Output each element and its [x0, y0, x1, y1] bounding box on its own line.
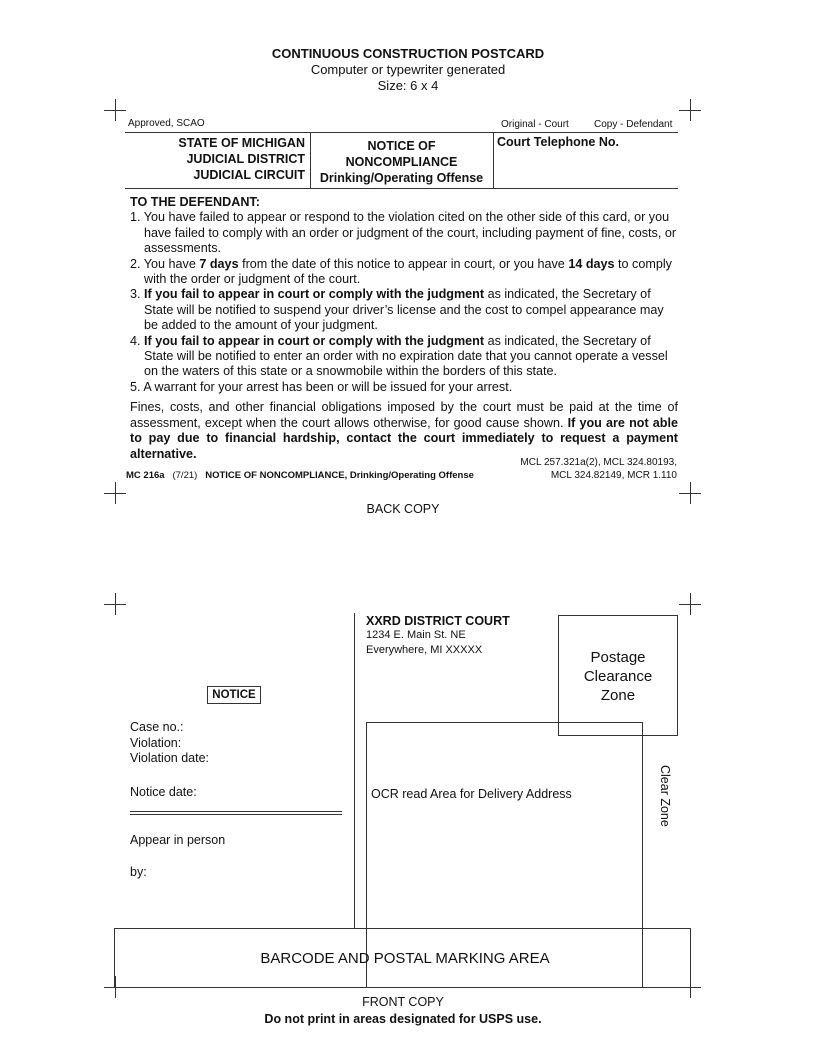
notice-date-label: Notice date:	[130, 785, 197, 799]
doc-title: CONTINUOUS CONSTRUCTION POSTCARD	[271, 46, 545, 61]
item-4: 4. If you fail to appear in court or comply with the judgment as indicated, the Secretary of State will be notified to enter an order with no expiration date that you cannot operate a vessel on the waters of this state or a snowmobile within the borders of this state.	[130, 333, 668, 379]
court-telephone-label: Court Telephone No.	[497, 135, 619, 149]
item-3: 3. If you fail to appear in court or comply with the judgment as indicated, the Secretary of State will be notified to suspend your driver’s license and the cost to compel appearance may be added to the amount of your judgment.	[130, 287, 664, 333]
court-address-2: Everywhere, MI XXXXX	[366, 644, 483, 656]
postage-clearance-zone: Postage Clearance Zone	[558, 615, 678, 736]
copy-label: Copy - Defendant	[594, 119, 673, 130]
ocr-delivery-area: OCR read Area for Delivery Address	[366, 722, 643, 988]
item-5: 5. A warrant for your arrest has been or will be issued for your arrest.	[130, 379, 513, 394]
notice-body: TO THE DEFENDANT: 1. You have failed to appear or respond to the violation cited on the other side of this card, or you have failed to comply with an order or judgment of the court, including payment of fine, costs, or assessments. 2. You have 7 days from the date of this notice to appear in court, or you have 14 days to comply with the order or judgment of the court. 3. If you fail to appear in court or comply with the judgment as indicated, the Secretary of State will be notified to suspend your driver’s license and the cost to compel appearance may be added to the amount of your judgment. 4. If you fail to appear in court or comply with the judgment as indicated, the Secretary of State will be notified to enter an order with no expiration date that you cannot operate a vessel on the waters of this state or a snowmobile within the borders of this state. 5. A warrant for your arrest has been or will be issued for your arrest. Fines, costs, and other financial obligations imposed by the court must be paid at the time of assessment, except when the court allows otherwise, for good cause shown. If you are not able to pay due to financial hardship, contact the court immediately to request a payment alternative.	[130, 195, 678, 461]
clear-zone-label: Clear Zone	[658, 765, 672, 827]
front-copy-label: FRONT COPY	[362, 995, 444, 1009]
by-label: by:	[130, 865, 147, 879]
form-footer: MC 216a (7/21) NOTICE OF NONCOMPLIANCE, Drinking/Operating Offense	[126, 470, 474, 481]
court-address-1: 1234 E. Main St. NE	[366, 629, 466, 641]
notice-heading: NOTICE OF NONCOMPLIANCE Drinking/Operating Offense	[319, 139, 484, 185]
item-2: 2. You have 7 days from the date of this notice to appear in court, or you have 14 days to comply with the order or judgment of the court.	[130, 256, 672, 287]
appear-label: Appear in person	[130, 833, 226, 847]
doc-subtitle: Computer or typewriter generated	[310, 62, 506, 77]
case-fields: Case no.: Violation: Violation date:	[130, 720, 209, 765]
doc-size: Size: 6 x 4	[377, 78, 439, 93]
notice-badge: NOTICE	[207, 686, 261, 704]
court-heading: STATE OF MICHIGAN JUDICIAL DISTRICT JUDICIAL CIRCUIT	[178, 136, 305, 182]
original-label: Original - Court	[501, 119, 569, 130]
mcl-citations: MCL 257.321a(2), MCL 324.80193, MCL 324.82149, MCR 1.110	[520, 457, 677, 481]
court-name: XXRD DISTRICT COURT	[366, 614, 510, 628]
back-copy-label: BACK COPY	[366, 502, 440, 516]
fines-paragraph: Fines, costs, and other financial obligations imposed by the court must be paid at the time of assessment, except when the court allows otherwise, for good cause shown. If you are not able to pay due to financial hardship, contact the court immediately to request a payment alternative.	[130, 400, 678, 461]
barcode-area: BARCODE AND POSTAL MARKING AREA	[114, 928, 691, 988]
usps-warning: Do not print in areas designated for USPS use.	[264, 1012, 542, 1026]
item-1: 1. You have failed to appear or respond to the violation cited on the other side of this card, or you have failed to comply with an order or judgment of the court, including payment of fine, costs, or assessments.	[130, 210, 677, 256]
approved-label: Approved, SCAO	[128, 118, 205, 129]
